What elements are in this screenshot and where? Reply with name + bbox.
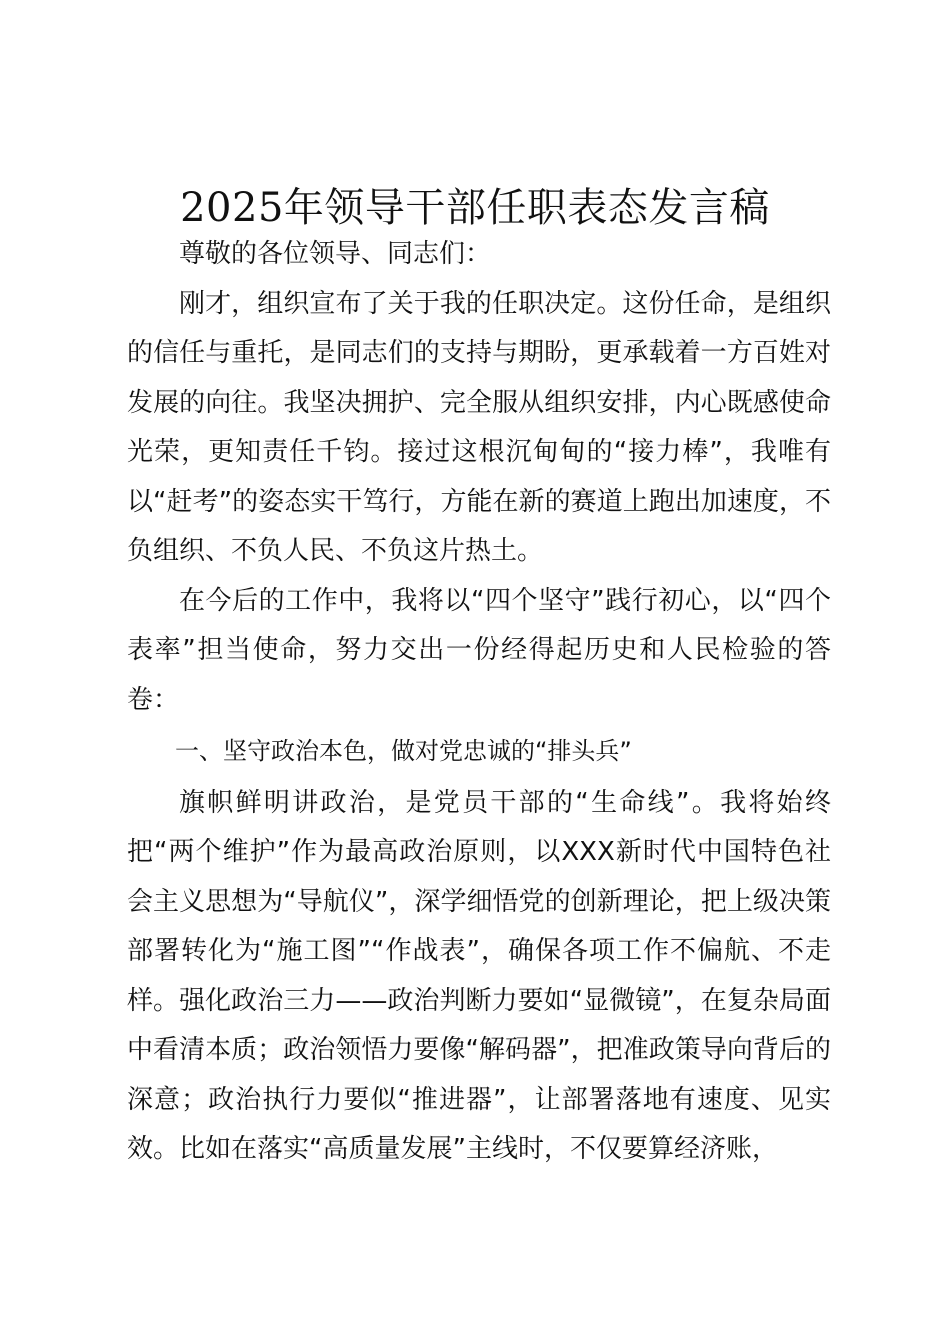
document-title: 2025年领导干部任职表态发言稿 [180,185,770,231]
section-paragraph: 旗帜鲜明讲政治，是党员干部的“生命线”。我将始终把“两个维护”作为最高政治原则，以XXX新时代中国特色社会主义思想为“导航仪”，深学细悟党的创新理论，把上级决策部署转化为“施工图”“作战表”，确保各项工作不偏航、不走样。强化政治三力——政治判断力要如“显微镜”，在复杂局面中看清本质；政治领悟力要像“解码器”，把准政策导向背后的深意；政治执行力要似“推进器”，让部署落地有速度、见实效。比如在落实“高质量发展”主线时，不仅要算经济账， [127,787,831,1164]
paragraph: 刚才，组织宣布了关于我的任职决定。这份任命，是组织的信任与重托，是同志们的支持与期盼，更承载着一方百姓对发展的向往。我坚决拥护、完全服从组织安排，内心既感使命光荣，更知责任千钧。接过这根沉甸甸的“接力棒”，我唯有以“赶考”的姿态实干笃行，方能在新的赛道上跑出加速度，不负组织、不负人民、不负这片热土。 [127,288,831,566]
section-heading: 一、坚守政治本色，做对党忠诚的“排头兵” [175,737,632,765]
salutation: 尊敬的各位领导、同志们： [179,239,492,269]
paragraph: 在今后的工作中，我将以“四个坚守”践行初心，以“四个表率”担当使命，努力交出一份经得起历史和人民检验的答卷： [127,585,831,715]
document-body [127,230,831,1175]
